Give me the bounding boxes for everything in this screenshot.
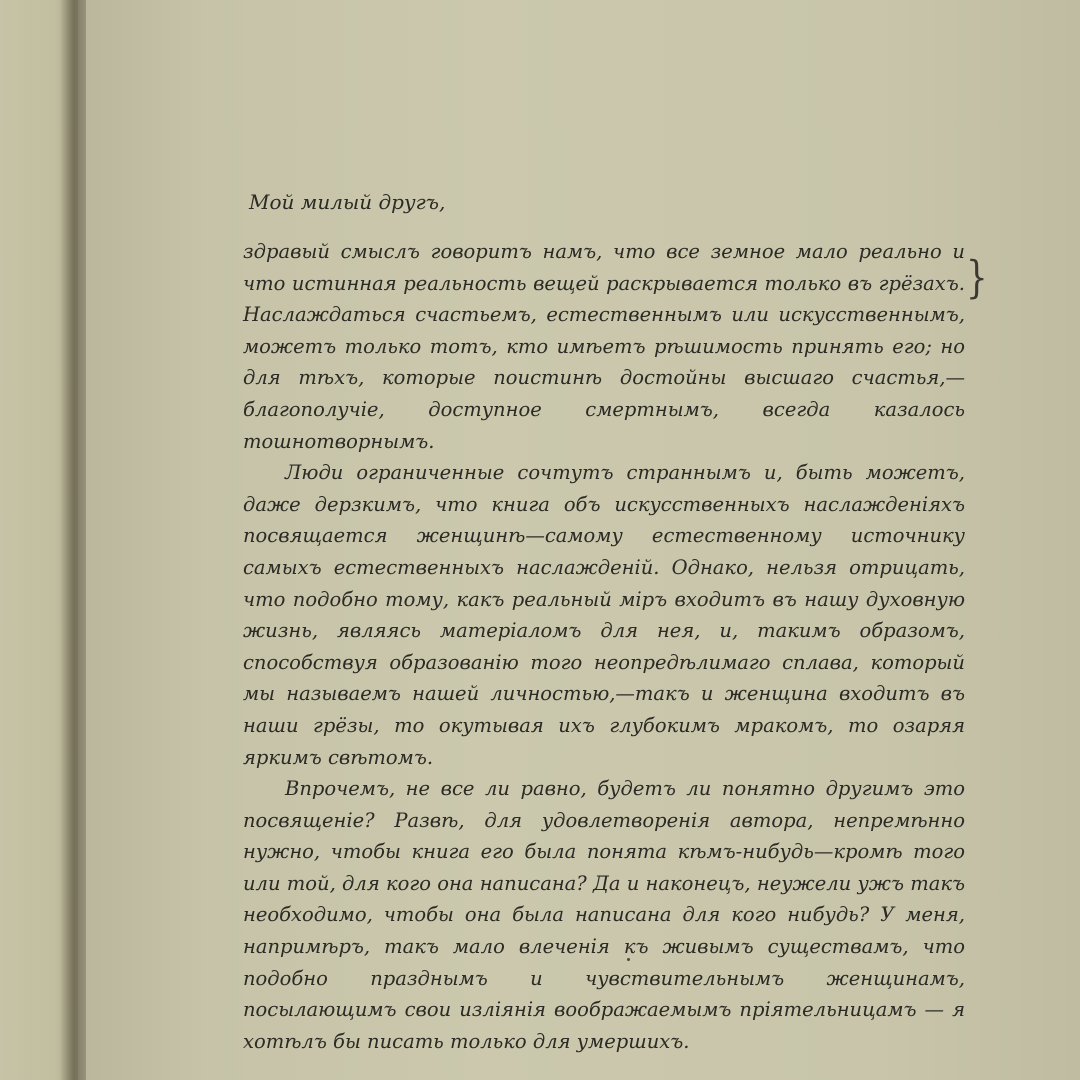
paragraph-1: здравый смыслъ говоритъ намъ, что все земное мало реально и что истинная реальность вещей раскрывается только въ грёзахъ. Наслаждаться счастьемъ, естественнымъ или искусственнымъ, можетъ только тотъ, кто имѣетъ рѣшимость принять его; но для тѣхъ, которые поистинѣ достойны высшаго счастья,—благополучіе, доступное смертнымъ, всегда казалось тошнотворнымъ. <box>243 240 965 453</box>
paragraph-2: Люди ограниченные сочтутъ страннымъ и, быть можетъ, даже дерзкимъ, что книга объ искусственныхъ наслажденіяхъ посвящается женщинѣ—самому естественному источнику самыхъ естественныхъ наслажденій. Однако, нельзя отрицать, что подобно тому, какъ реальный міръ входитъ въ нашу духовную жизнь, являясь матеріаломъ для нея, и, такимъ образомъ, способствуя образованію того неопредѣлимаго сплава, который мы называемъ нашей личностью,—такъ и женщина входитъ въ наши грёзы, то окутывая ихъ глубокимъ мракомъ, то озаряя яркимъ свѣтомъ. <box>243 461 965 769</box>
ink-speck <box>627 958 630 961</box>
page-text <box>243 186 965 1057</box>
paragraph-3: Впрочемъ, не все ли равно, будетъ ли понятно другимъ это посвященіе? Развѣ, для удовлетворенія автора, непремѣнно нужно, чтобы книга его была понята кѣмъ-нибудь—кромѣ того или той, для кого она написана? Да и наконецъ, неужели ужъ такъ необходимо, чтобы она была написана для кого нибудь? У меня, напримѣръ, такъ мало влеченія къ живымъ существамъ, что подобно празднымъ и чувствительнымъ женщинамъ, посылающимъ свои изліянія воображаемымъ пріятельницамъ — я хотѣлъ бы писать только для умершихъ. <box>243 777 965 1053</box>
margin-bracket: } <box>966 252 988 304</box>
salutation: Мой милый другъ, <box>249 190 446 214</box>
